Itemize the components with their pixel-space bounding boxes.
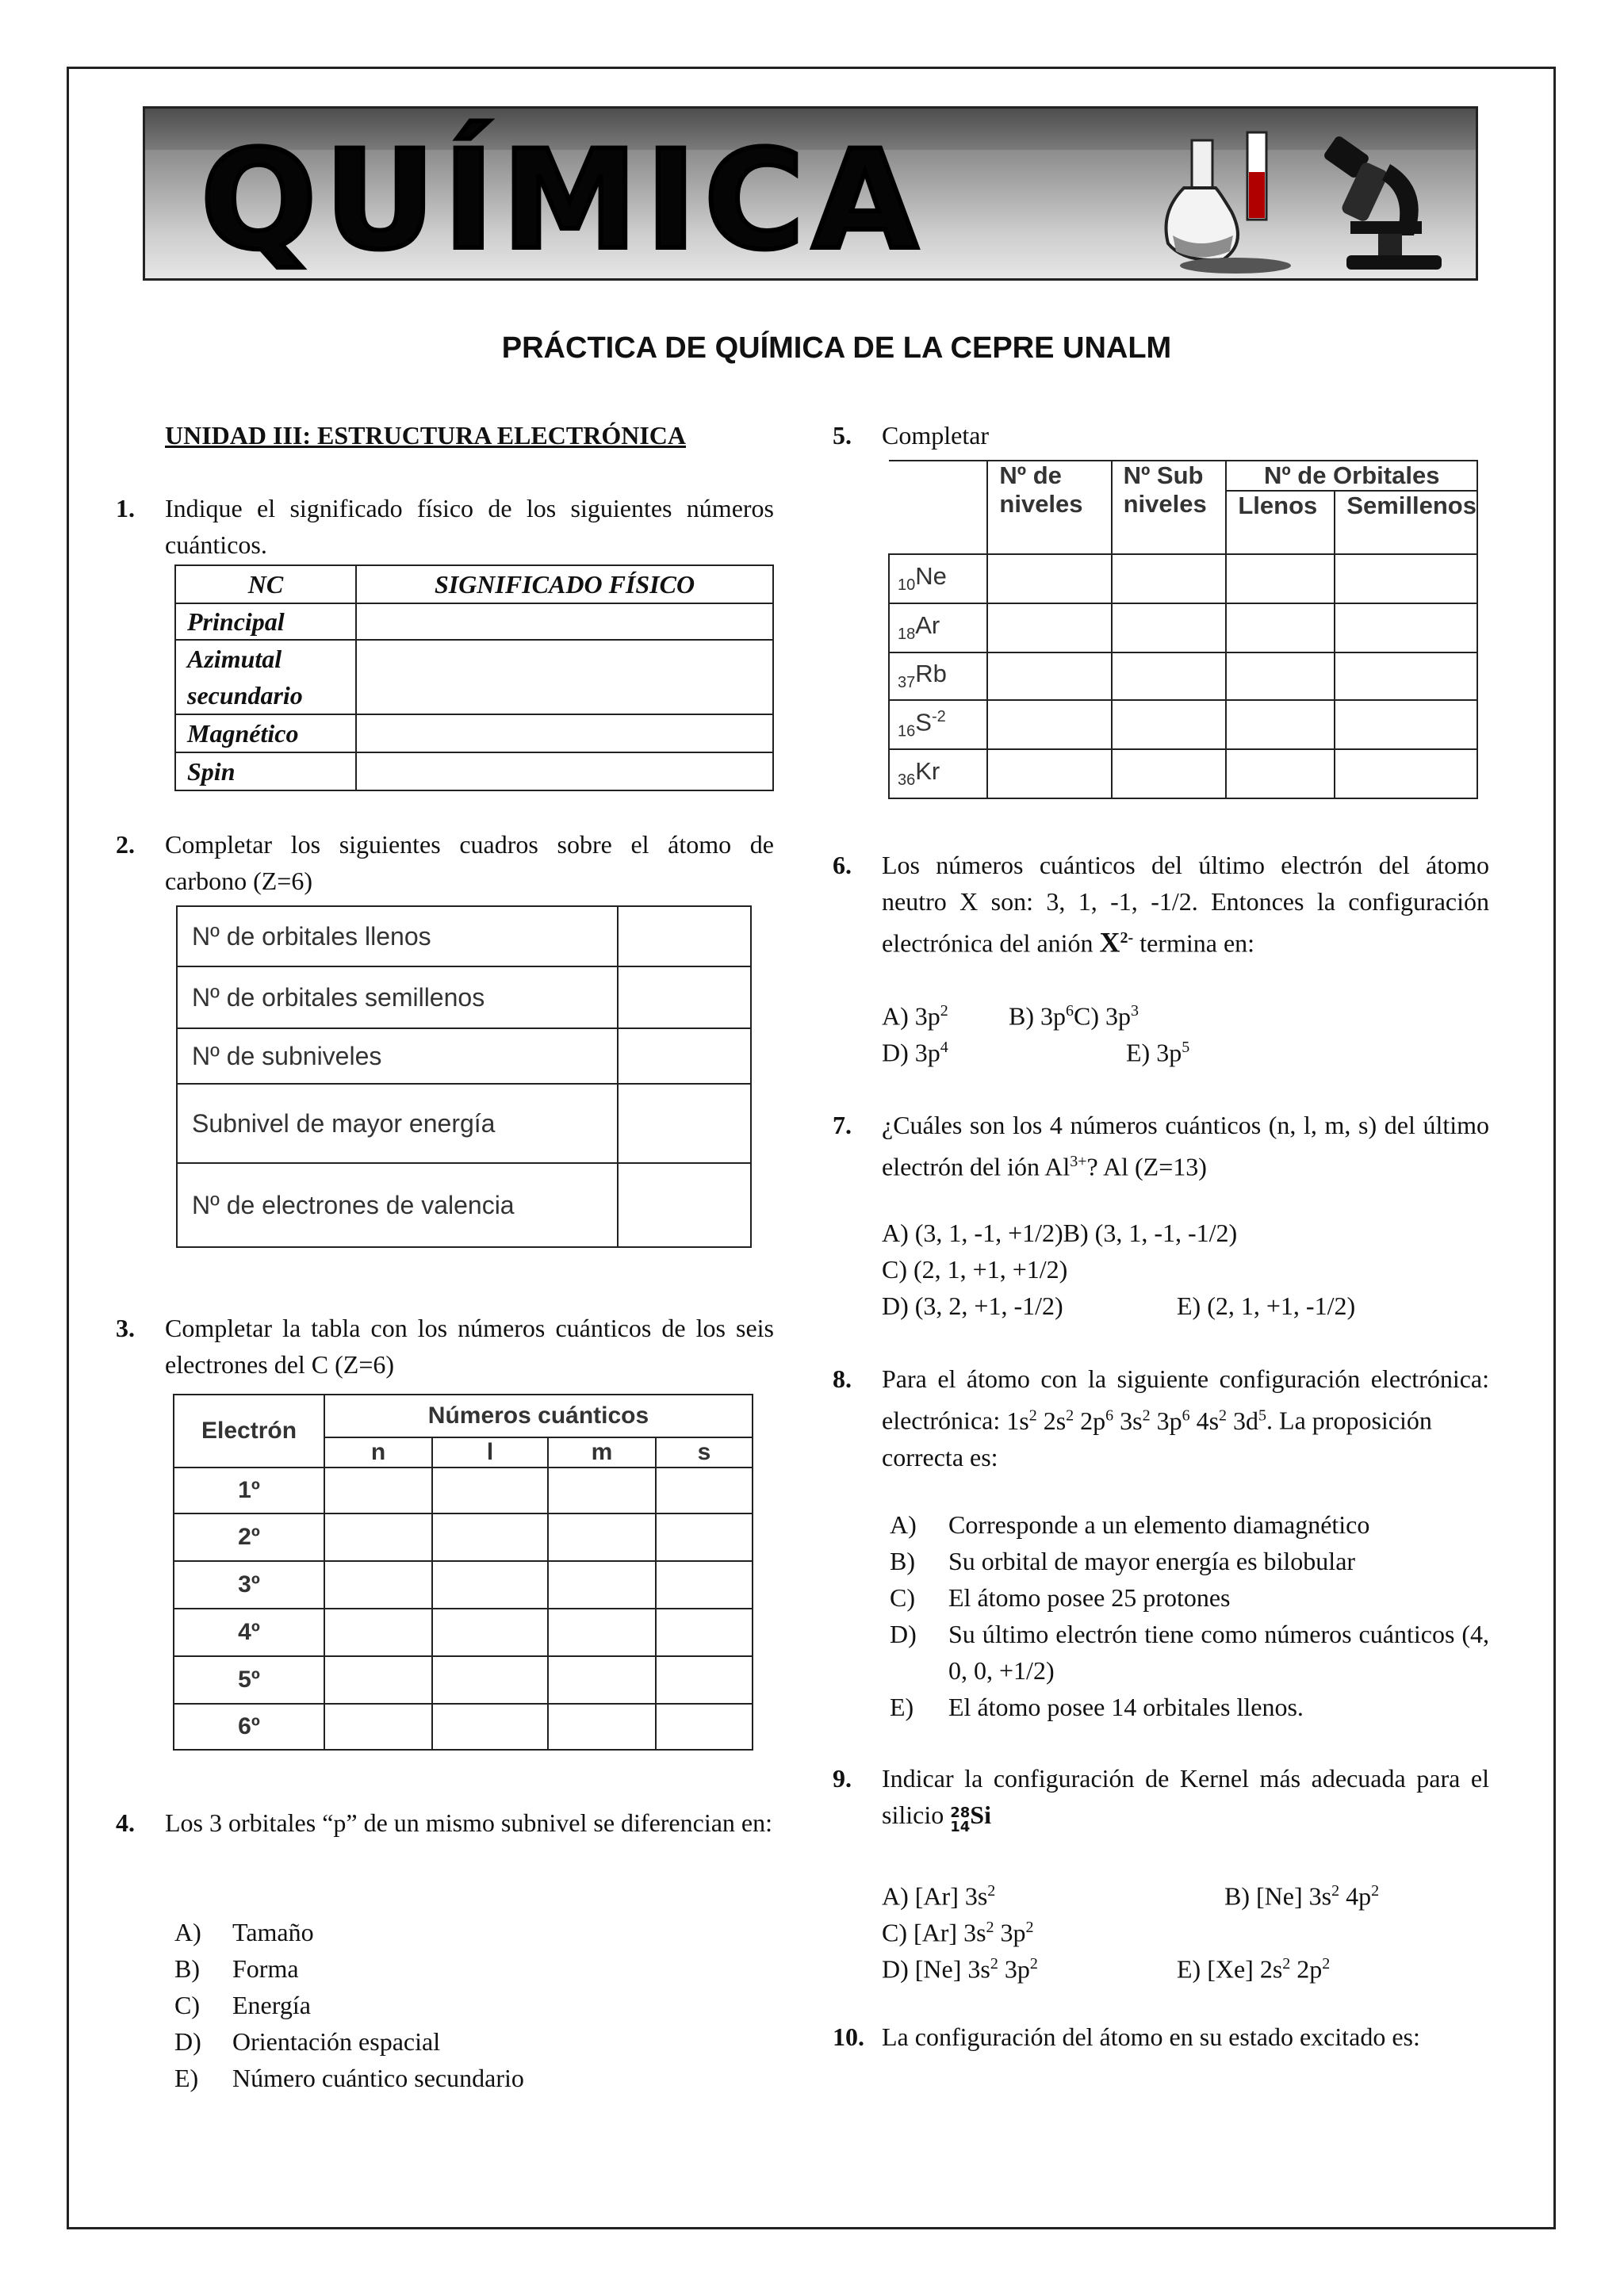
q5-cell[interactable] <box>987 652 1111 700</box>
q3-cell[interactable] <box>548 1513 656 1561</box>
q5-cell[interactable] <box>987 603 1111 652</box>
q1-row-label: Principal <box>175 603 356 640</box>
q6-option-d-text: D) 3p <box>882 1038 940 1067</box>
element-symbol: S <box>915 708 932 737</box>
config-exp: 6 <box>1105 1406 1114 1424</box>
q3-cell[interactable] <box>548 1656 656 1704</box>
mass-number: 28 <box>950 1804 971 1821</box>
element-symbol: Si <box>970 1800 991 1829</box>
q9-option-e <box>1177 1946 1330 1988</box>
q3-number: 3. <box>116 1314 135 1342</box>
q9-exp: 2 <box>1025 1919 1034 1936</box>
ion-charge: -2 <box>931 708 946 726</box>
q5-cell[interactable] <box>1226 749 1335 798</box>
q7-option-e: E) (2, 1, +1, -1/2) <box>1177 1292 1356 1320</box>
q6-option-bc <box>1009 993 1139 1035</box>
q4-option-text: Número cuántico secundario <box>232 2064 524 2092</box>
q1-text: Indique el significado físico de los siguientes números cuánticos. <box>165 494 774 559</box>
q8-number: 8. <box>833 1364 852 1393</box>
q1-answer-cell[interactable] <box>356 714 773 752</box>
q9-exp: 2 <box>1331 1882 1340 1900</box>
q3-text: Completar la tabla con los números cuánticos de los seis electrones del C (Z=6) <box>165 1314 774 1379</box>
q5-cell[interactable] <box>987 700 1111 749</box>
q6-option-b-exp: 6 <box>1066 1002 1074 1020</box>
q5-text: Completar <box>882 421 990 450</box>
config-term: 2s <box>1043 1406 1067 1435</box>
microscope-icon <box>1303 132 1461 275</box>
q8-text-b: . La proposición correcta es: <box>882 1406 1432 1471</box>
config-term: 4s <box>1196 1406 1220 1435</box>
q1-answer-cell[interactable] <box>356 752 773 790</box>
q5-header-niveles: Nº de niveles <box>987 461 1111 554</box>
q5-header-empty <box>889 461 987 554</box>
q4-option-text: Energía <box>232 1991 311 2019</box>
config-exp: 6 <box>1182 1406 1190 1424</box>
q5-cell[interactable] <box>987 749 1111 798</box>
q4-option-letter: C) <box>174 1991 200 2019</box>
q3-table <box>173 1394 753 1751</box>
q3-cell[interactable] <box>432 1561 548 1609</box>
q7-option-d: D) (3, 2, +1, -1/2) <box>882 1292 1063 1320</box>
q5-header-semillenos: Semillenos <box>1335 491 1477 554</box>
q5-element-cell <box>889 554 987 603</box>
q5-cell[interactable] <box>1112 554 1227 603</box>
q9-option-b-text: B) [Ne] 3s <box>1224 1881 1332 1911</box>
q5-cell[interactable] <box>1112 749 1227 798</box>
q2-number: 2. <box>116 830 135 859</box>
q9-option-b-text2: 4p <box>1339 1881 1372 1911</box>
q9-exp: 2 <box>1282 1955 1291 1973</box>
q6-option-c-text: C) 3p <box>1074 1001 1131 1031</box>
q2-row-label: Nº de orbitales llenos <box>177 906 618 966</box>
q1-row-label: Azimutal secundario <box>175 640 356 714</box>
q3-cell[interactable] <box>656 1656 753 1704</box>
q3-cell[interactable] <box>656 1561 753 1609</box>
q3-cell[interactable] <box>432 1468 548 1513</box>
q9-option-e-text2: 2p <box>1290 1954 1323 1984</box>
element-symbol: Rb <box>915 660 947 688</box>
q4-option-text: Tamaño <box>232 1918 314 1946</box>
quimica-banner <box>143 106 1478 281</box>
q6-number: 6. <box>833 851 852 879</box>
atomic-number: 10 <box>898 576 916 595</box>
config-exp: 2 <box>1142 1406 1151 1424</box>
q2-row-label: Nº de orbitales semillenos <box>177 966 618 1028</box>
q3-row-label: 1º <box>174 1468 324 1513</box>
q3-cell[interactable] <box>324 1609 432 1656</box>
q2-table <box>176 905 752 1248</box>
q9-text-main: Indicar la configuración de Kernel más adecuada para el silicio <box>882 1764 1489 1829</box>
q7-text-b: ? Al (Z=13) <box>1086 1152 1207 1181</box>
config-exp: 2 <box>1219 1406 1228 1424</box>
q8-text-line2: electrónica: $1s^2$ $2s^2$ $2p^6$ $3s^2$ $3p^6$ $4s^2$ $3d^5$. La proposición correcta es: <box>882 1406 1432 1471</box>
q3-col-header: l <box>432 1437 548 1468</box>
q6-option-d <box>882 1029 948 1071</box>
q9-nuclide-numbers <box>950 1806 970 1835</box>
q5-cell[interactable] <box>1226 603 1335 652</box>
q5-element-cell <box>889 749 987 798</box>
q3-cell[interactable] <box>324 1513 432 1561</box>
q8-option-letter: C) <box>890 1583 915 1612</box>
q8-option-text: Su último electrón tiene como números cuánticos (4, 0, 0, +1/2) <box>948 1620 1489 1685</box>
q7-text <box>882 1107 1489 1185</box>
q3-cell[interactable] <box>656 1704 753 1750</box>
q6-ion-charge: 2- <box>1120 929 1134 947</box>
q3-header-numbers: Números cuánticos <box>324 1395 753 1437</box>
q9-exp: 2 <box>1371 1882 1380 1900</box>
q9-option-e-text: E) [Xe] 2s <box>1177 1954 1283 1984</box>
q6-option-b-text: B) 3p <box>1009 1001 1066 1031</box>
q3-row-label: 2º <box>174 1513 324 1561</box>
q9-option-d-text2: 3p <box>998 1954 1030 1984</box>
q9-option-a-text: A) [Ar] 3s <box>882 1881 988 1911</box>
q1-table <box>174 564 774 791</box>
q9-exp: 2 <box>1029 1955 1038 1973</box>
q4-option-letter: E) <box>174 2064 199 2092</box>
q5-cell[interactable] <box>1226 652 1335 700</box>
config-term: 1s <box>1006 1406 1029 1435</box>
q3-cell[interactable] <box>656 1513 753 1561</box>
q10-text: La configuración del átomo en su estado excitado es: <box>882 2022 1420 2051</box>
config-exp: 2 <box>1028 1406 1037 1424</box>
q6-ion: X <box>1099 926 1120 959</box>
q1-header-nc: NC <box>175 565 356 603</box>
q8-option-letter: E) <box>890 1693 914 1721</box>
q3-cell[interactable] <box>432 1704 548 1750</box>
q8-option-letter: A) <box>890 1510 917 1539</box>
q2-answer-cell[interactable] <box>618 966 751 1028</box>
flask-icon <box>1097 124 1335 281</box>
q4-option-text: Forma <box>232 1954 299 1983</box>
q9-option-d-text: D) [Ne] 3s <box>882 1954 990 1984</box>
q3-cell[interactable] <box>432 1609 548 1656</box>
q5-table <box>888 460 1478 799</box>
q6-option-e-exp: 5 <box>1182 1039 1190 1056</box>
q9-exp: 2 <box>986 1919 994 1936</box>
q8-config <box>1006 1406 1266 1435</box>
q9-option-c-text: C) [Ar] 3s <box>882 1918 986 1947</box>
q8-option-text: El átomo posee 25 protones <box>948 1583 1231 1612</box>
q5-cell[interactable] <box>1335 749 1477 798</box>
q5-cell[interactable] <box>1226 700 1335 749</box>
q4-option-letter: A) <box>174 1918 201 1946</box>
q3-cell[interactable] <box>656 1609 753 1656</box>
element-symbol: Ne <box>915 562 947 591</box>
q2-row-label: Nº de electrones de valencia <box>177 1163 618 1247</box>
q4-number: 4. <box>116 1808 135 1837</box>
q6-option-e <box>1126 1029 1189 1071</box>
q5-header-llenos: Llenos <box>1226 491 1335 554</box>
q3-col-header: s <box>656 1437 753 1468</box>
q10-number: 10. <box>833 2022 864 2051</box>
q3-col-header: m <box>548 1437 656 1468</box>
q6-text <box>882 847 1489 962</box>
q6-option-a-text: A) 3p <box>882 1001 940 1031</box>
config-term: 3s <box>1120 1406 1143 1435</box>
q9-option-b <box>1224 1873 1379 1915</box>
q5-cell[interactable] <box>1335 554 1477 603</box>
q1-header-meaning: SIGNIFICADO FÍSICO <box>356 565 773 603</box>
atomic-number: 37 <box>898 674 916 692</box>
q5-element-cell <box>889 700 987 749</box>
q1-row-label: Magnético <box>175 714 356 752</box>
q3-row-label: 6º <box>174 1704 324 1750</box>
q6-option-c-exp: 3 <box>1131 1002 1139 1020</box>
q2-row-label: Nº de subniveles <box>177 1028 618 1084</box>
q9-option-d <box>882 1946 1038 1988</box>
config-exp: 2 <box>1066 1406 1074 1424</box>
q3-cell[interactable] <box>548 1609 656 1656</box>
atomic-number: 16 <box>898 722 916 740</box>
q8-option-text: Corresponde a un elemento diamagnético <box>948 1510 1370 1539</box>
q9-option-c <box>882 1909 1034 1951</box>
q2-answer-cell[interactable] <box>618 1084 751 1163</box>
q8-option-text: El átomo posee 14 orbitales llenos. <box>948 1693 1304 1721</box>
q9-exp: 2 <box>1322 1955 1331 1973</box>
q9-number: 9. <box>833 1764 852 1793</box>
q7-ion-charge: 3+ <box>1070 1153 1087 1170</box>
q9-text <box>882 1760 1489 1835</box>
q2-row-label: Subnivel de mayor energía <box>177 1084 618 1163</box>
q5-cell[interactable] <box>1112 652 1227 700</box>
q7-number: 7. <box>833 1111 852 1139</box>
q2-answer-cell[interactable] <box>618 1028 751 1084</box>
q5-cell[interactable] <box>1112 700 1227 749</box>
q5-cell[interactable] <box>1335 700 1477 749</box>
q1-answer-cell[interactable] <box>356 603 773 640</box>
q6-text-b: termina en: <box>1139 928 1255 958</box>
q3-cell[interactable] <box>324 1656 432 1704</box>
q9-exp: 2 <box>987 1882 996 1900</box>
q7-option-c: C) (2, 1, +1, +1/2) <box>882 1255 1068 1284</box>
q3-cell[interactable] <box>656 1468 753 1513</box>
atomic-number: 18 <box>898 626 916 644</box>
q1-number: 1. <box>116 494 135 522</box>
q6-option-e-text: E) 3p <box>1126 1038 1182 1067</box>
q3-cell[interactable] <box>324 1704 432 1750</box>
q4-option-letter: D) <box>174 2027 201 2056</box>
q6-option-a <box>882 993 948 1035</box>
q7-option-ab: A) (3, 1, -1, +1/2)B) (3, 1, -1, -1/2) <box>882 1219 1238 1247</box>
q5-cell[interactable] <box>1335 603 1477 652</box>
q3-row-label: 3º <box>174 1561 324 1609</box>
q4-option-letter: B) <box>174 1954 200 1983</box>
q8-option-text: Su orbital de mayor energía es bilobular <box>948 1547 1356 1575</box>
banner-word: QUÍMICA <box>201 121 926 280</box>
q8-option-letter: B) <box>890 1547 915 1575</box>
q4-text: Los 3 orbitales “p” de un mismo subnivel se diferencian en: <box>165 1808 773 1837</box>
q5-header-subniveles: Nº Sub niveles <box>1112 461 1227 554</box>
q3-row-label: 4º <box>174 1609 324 1656</box>
q6-text-a: Los números cuánticos del último electrón del átomo neutro X son: 3, 1, -1, -1/2. Entonces la configuración electrónica del anión <box>882 851 1489 958</box>
q3-cell[interactable] <box>432 1513 548 1561</box>
q5-element-cell <box>889 652 987 700</box>
q3-cell[interactable] <box>548 1704 656 1750</box>
element-symbol: Ar <box>915 611 940 640</box>
atomic-number: 14 <box>950 1819 971 1835</box>
q6-option-a-exp: 2 <box>940 1002 948 1020</box>
config-exp: 5 <box>1258 1406 1267 1424</box>
config-term: 2p <box>1080 1406 1106 1435</box>
q5-header-orbitales: Nº de Orbitales <box>1226 461 1477 491</box>
element-symbol: Kr <box>915 757 940 786</box>
q6-option-d-exp: 4 <box>940 1039 948 1056</box>
q5-cell[interactable] <box>1335 652 1477 700</box>
q1-row-label: Spin <box>175 752 356 790</box>
q3-cell[interactable] <box>432 1656 548 1704</box>
q7-text-a: ¿Cuáles son los 4 números cuánticos (n, l, m, s) del último electrón del ión Al <box>882 1111 1489 1181</box>
q3-cell[interactable] <box>548 1468 656 1513</box>
q5-cell[interactable] <box>987 554 1111 603</box>
q3-row-label: 5º <box>174 1656 324 1704</box>
q2-answer-cell[interactable] <box>618 1163 751 1247</box>
q9-exp: 2 <box>990 1955 998 1973</box>
atomic-number: 36 <box>898 771 916 790</box>
q3-cell[interactable] <box>324 1561 432 1609</box>
q4-option-text: Orientación espacial <box>232 2027 441 2056</box>
q9-option-c-text2: 3p <box>994 1918 1026 1947</box>
q5-element-cell <box>889 603 987 652</box>
q5-cell[interactable] <box>1112 603 1227 652</box>
config-term: 3d <box>1233 1406 1259 1435</box>
q2-text: Completar los siguientes cuadros sobre el átomo de carbono (Z=6) <box>165 830 774 895</box>
page-title: PRÁCTICA DE QUÍMICA DE LA CEPRE UNALM <box>501 331 1172 365</box>
q8-option-letter: D) <box>890 1620 917 1648</box>
q3-cell[interactable] <box>548 1561 656 1609</box>
q5-number: 5. <box>833 421 852 450</box>
unit-heading: UNIDAD III: ESTRUCTURA ELECTRÓNICA <box>165 421 686 450</box>
q9-option-a <box>882 1873 995 1915</box>
q1-answer-cell[interactable] <box>356 640 773 714</box>
q8-text-line1: Para el átomo con la siguiente configuración electrónica: <box>882 1364 1489 1393</box>
q2-answer-cell[interactable] <box>618 906 751 966</box>
config-term: 3p <box>1156 1406 1182 1435</box>
q3-header-electron: Electrón <box>174 1395 324 1468</box>
q5-cell[interactable] <box>1226 554 1335 603</box>
q3-col-header: n <box>324 1437 432 1468</box>
q3-cell[interactable] <box>324 1468 432 1513</box>
